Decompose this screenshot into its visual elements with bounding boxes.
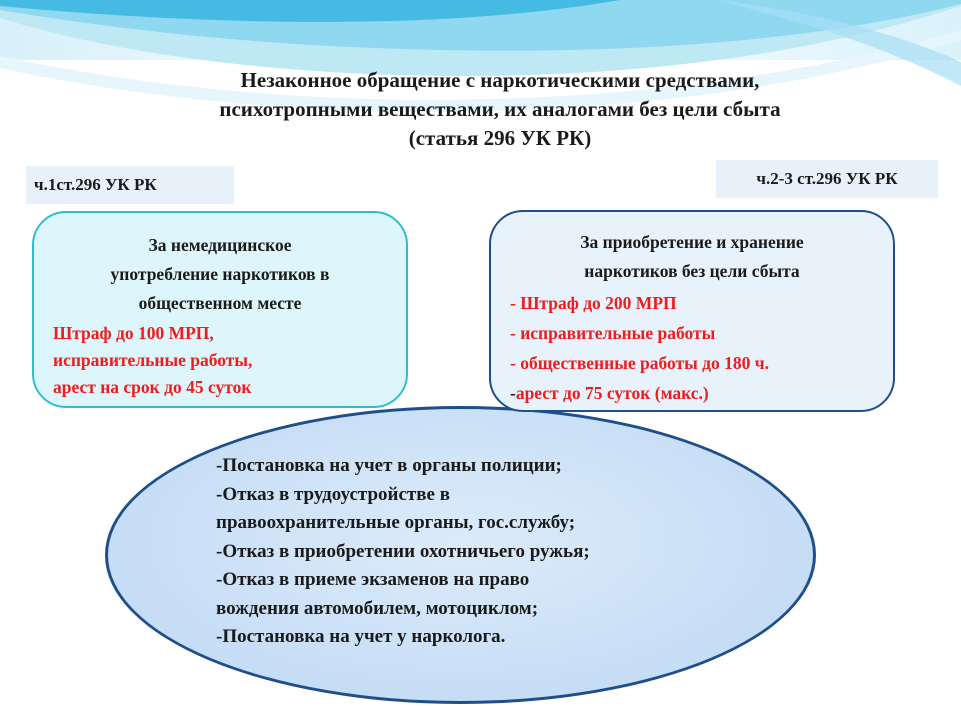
- heading-line: наркотиков без цели сбыта: [584, 261, 800, 281]
- penalty-item: арест на срок до 45 суток: [53, 377, 252, 397]
- penalty-text: арест до 75 суток (макс.): [515, 383, 709, 403]
- heading-line: За немедицинское: [148, 235, 292, 255]
- consequence-line: правоохранительные органы, гос.службу;: [216, 512, 576, 533]
- part-2-3-heading: [491, 212, 893, 286]
- heading-line: общественном месте: [138, 293, 302, 313]
- penalty-item: Штраф до 100 МРП,: [53, 323, 214, 343]
- consequence-line: -Отказ в приеме экзаменов на право: [216, 569, 530, 590]
- part-1-penalties: [34, 320, 406, 401]
- slide-title: [120, 66, 880, 153]
- consequence-line: -Отказ в трудоустройстве в: [216, 483, 450, 505]
- part-1-penalty-box: [32, 211, 408, 408]
- consequences-list: [216, 452, 590, 652]
- title-line: Незаконное обращение с наркотическими средствами,: [240, 68, 760, 92]
- title-line: (статья 296 УК РК): [408, 126, 592, 150]
- penalty-item: - Штраф до 200 МРП: [510, 293, 677, 313]
- article-part-2-3-label: ч.2-3 ст.296 УК РК: [716, 160, 938, 198]
- consequence-line: вождения автомобилем, мотоциклом;: [216, 597, 539, 619]
- penalty-item: исправительные работы,: [53, 350, 253, 370]
- part-1-heading: [34, 213, 406, 318]
- part-2-3-penalties: [491, 288, 893, 408]
- consequence-line: -Постановка на учет в органы полиции;: [216, 455, 562, 476]
- part-2-3-penalty-box: [489, 210, 895, 412]
- consequence-line: -Постановка на учет у нарколога.: [216, 626, 506, 647]
- penalty-dash: -: [510, 383, 516, 403]
- heading-line: За приобретение и хранение: [580, 232, 804, 252]
- article-part-1-label: ч.1ст.296 УК РК: [26, 166, 234, 204]
- penalty-item: - исправительные работы: [510, 323, 716, 343]
- penalty-item: - общественные работы до 180 ч.: [510, 353, 770, 373]
- consequence-line: -Отказ в приобретении охотничьего ружья;: [216, 540, 590, 562]
- title-line: психотропными веществами, их аналогами без цели сбыта: [219, 97, 781, 121]
- penalty-item-last: [510, 378, 893, 408]
- heading-line: употребление наркотиков в: [110, 264, 330, 284]
